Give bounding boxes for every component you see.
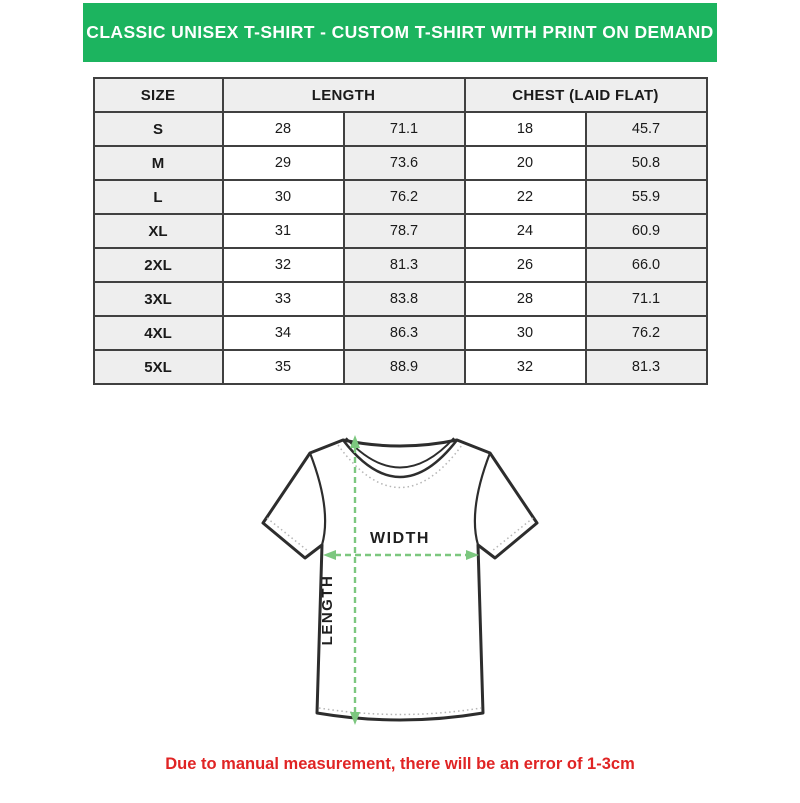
- chest-in-cell: 28: [465, 282, 586, 316]
- table-row: [94, 282, 707, 316]
- length-cm-cell: 81.3: [344, 248, 465, 282]
- chest-in-cell: 22: [465, 180, 586, 214]
- size-chart-table: [93, 77, 708, 385]
- length-cm-cell: 88.9: [344, 350, 465, 384]
- chest-in-cell: 24: [465, 214, 586, 248]
- disclaimer-text: Due to manual measurement, there will be an error of 1-3cm: [165, 755, 635, 773]
- banner-title: CLASSIC UNISEX T-SHIRT - CUSTOM T-SHIRT WITH PRINT ON DEMAND: [86, 22, 714, 42]
- size-cell: S: [94, 112, 223, 146]
- tshirt-measurement-diagram: [250, 425, 550, 740]
- length-in-cell: 35: [223, 350, 344, 384]
- length-cm-cell: 73.6: [344, 146, 465, 180]
- table-row: [94, 350, 707, 384]
- chest-in-cell: 32: [465, 350, 586, 384]
- col-header-length: LENGTH: [223, 78, 465, 112]
- chest-cm-cell: 76.2: [586, 316, 707, 350]
- length-cm-cell: 76.2: [344, 180, 465, 214]
- chest-cm-cell: 60.9: [586, 214, 707, 248]
- table-row: [94, 112, 707, 146]
- size-cell: L: [94, 180, 223, 214]
- header-banner: [83, 3, 717, 62]
- col-header-chest: CHEST (LAID FLAT): [465, 78, 707, 112]
- chest-cm-cell: 71.1: [586, 282, 707, 316]
- length-in-cell: 32: [223, 248, 344, 282]
- length-in-cell: 33: [223, 282, 344, 316]
- tshirt-diagram-svg: [250, 425, 550, 735]
- size-cell: 4XL: [94, 316, 223, 350]
- table-row: [94, 214, 707, 248]
- chest-cm-cell: 81.3: [586, 350, 707, 384]
- chest-in-cell: 20: [465, 146, 586, 180]
- table-row: [94, 180, 707, 214]
- chest-cm-cell: 66.0: [586, 248, 707, 282]
- tshirt-outline: [263, 440, 537, 720]
- length-in-cell: 30: [223, 180, 344, 214]
- size-cell: XL: [94, 214, 223, 248]
- length-cm-cell: 83.8: [344, 282, 465, 316]
- length-in-cell: 34: [223, 316, 344, 350]
- length-label: LENGTH: [319, 574, 336, 646]
- width-label: WIDTH: [370, 530, 430, 547]
- size-cell: 3XL: [94, 282, 223, 316]
- table-row: [94, 146, 707, 180]
- length-in-cell: 28: [223, 112, 344, 146]
- chest-cm-cell: 50.8: [586, 146, 707, 180]
- table-row: [94, 248, 707, 282]
- length-cm-cell: 71.1: [344, 112, 465, 146]
- size-cell: M: [94, 146, 223, 180]
- chest-in-cell: 30: [465, 316, 586, 350]
- size-cell: 2XL: [94, 248, 223, 282]
- length-in-cell: 31: [223, 214, 344, 248]
- chest-cm-cell: 55.9: [586, 180, 707, 214]
- length-cm-cell: 86.3: [344, 316, 465, 350]
- chest-in-cell: 18: [465, 112, 586, 146]
- col-header-size: SIZE: [94, 78, 223, 112]
- length-cm-cell: 78.7: [344, 214, 465, 248]
- chest-cm-cell: 45.7: [586, 112, 707, 146]
- table-header-row: [94, 78, 707, 112]
- length-in-cell: 29: [223, 146, 344, 180]
- size-cell: 5XL: [94, 350, 223, 384]
- chest-in-cell: 26: [465, 248, 586, 282]
- table-row: [94, 316, 707, 350]
